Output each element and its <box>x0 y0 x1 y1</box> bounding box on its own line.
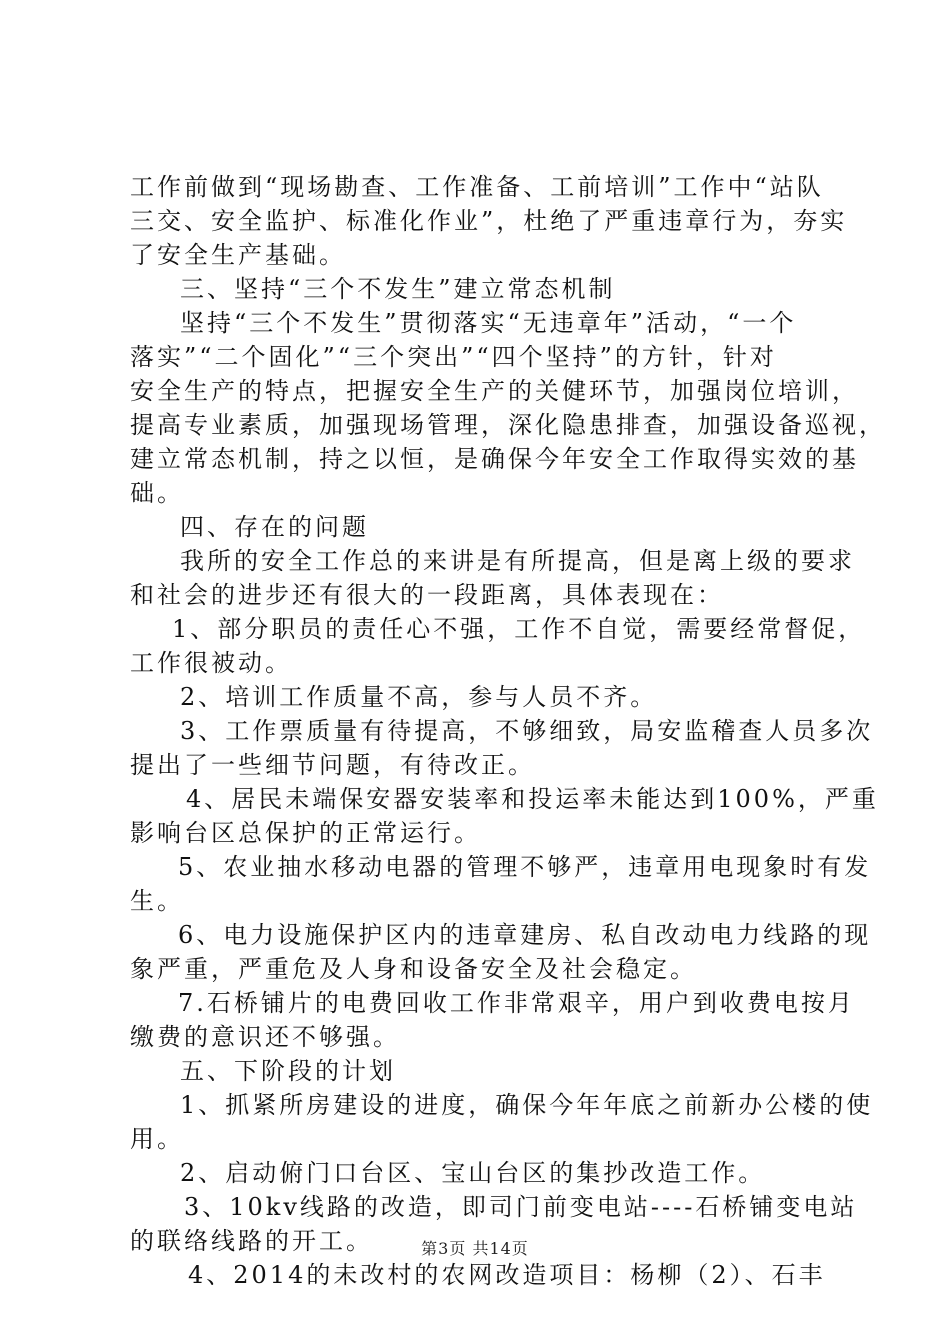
text-line: 了安全生产基础。 <box>130 241 346 269</box>
list-item-line: 2、培训工作质量不高，参与人员不齐。 <box>180 683 658 711</box>
list-item-line: 2、启动俯门口台区、宝山台区的集抄改造工作。 <box>180 1159 766 1187</box>
list-item-line: 3、工作票质量有待提高，不够细致，局安监稽查人员多次 <box>180 717 874 745</box>
text-line: 三交、安全监护、标准化作业”，杜绝了严重违章行为，夯实 <box>130 207 848 235</box>
text-line: 缴费的意识还不够强。 <box>130 1023 400 1051</box>
text-line: 工作前做到“现场勘查、工作准备、工前培训”工作中“站队 <box>130 173 824 201</box>
list-item-line: 4、2014的未改村的农网改造项目：杨柳（2）、石丰 <box>188 1261 826 1289</box>
text-line: 落实”“二个固化”“三个突出”“四个坚持”的方针，针对 <box>130 343 777 371</box>
text-line: 的联络线路的开工。 <box>130 1227 373 1255</box>
text-line: 我所的安全工作总的来讲是有所提高，但是离上级的要求 <box>180 547 855 575</box>
list-item-line: 1、抓紧所房建设的进度，确保今年年底之前新办公楼的使 <box>180 1091 874 1119</box>
list-item-line: 1、部分职员的责任心不强，工作不自觉，需要经常督促， <box>172 615 866 643</box>
list-item-line: 6、电力设施保护区内的违章建房、私自改动电力线路的现 <box>178 921 872 949</box>
text-line: 建立常态机制，持之以恒，是确保今年安全工作取得实效的基 <box>130 445 859 473</box>
list-item-line: 4、居民未端保安器安装率和投运率未能达到100%，严重 <box>186 785 879 813</box>
section-heading: 四、存在的问题 <box>180 513 369 541</box>
section-heading: 五、下阶段的计划 <box>180 1057 396 1085</box>
text-line: 用。 <box>130 1125 184 1153</box>
section-heading: 三、坚持“三个不发生”建立常态机制 <box>180 275 616 303</box>
list-item-line: 3、10kv线路的改造，即司门前变电站----石桥铺变电站 <box>184 1193 858 1221</box>
list-item-line: 7.石桥铺片的电费回收工作非常艰辛，用户到收费电按月 <box>178 989 855 1017</box>
text-line: 影响台区总保护的正常运行。 <box>130 819 481 847</box>
text-line: 安全生产的特点，把握安全生产的关健环节，加强岗位培训， <box>130 377 859 405</box>
text-line: 工作很被动。 <box>130 649 292 677</box>
page-number-footer: 第3页 共14页 <box>421 1239 529 1258</box>
text-line: 和社会的进步还有很大的一段距离，具体表现在： <box>130 581 724 609</box>
list-item-line: 5、农业抽水移动电器的管理不够严，违章用电现象时有发 <box>178 853 872 881</box>
text-line: 象严重，严重危及人身和设备安全及社会稳定。 <box>130 955 697 983</box>
text-line: 提出了一些细节问题，有待改正。 <box>130 751 535 779</box>
text-line: 提高专业素质，加强现场管理，深化隐患排查，加强设备巡视， <box>130 411 886 439</box>
text-line: 础。 <box>130 479 184 507</box>
text-line: 生。 <box>130 887 184 915</box>
text-line: 坚持“三个不发生”贯彻落实“无违章年”活动，“一个 <box>180 309 797 337</box>
